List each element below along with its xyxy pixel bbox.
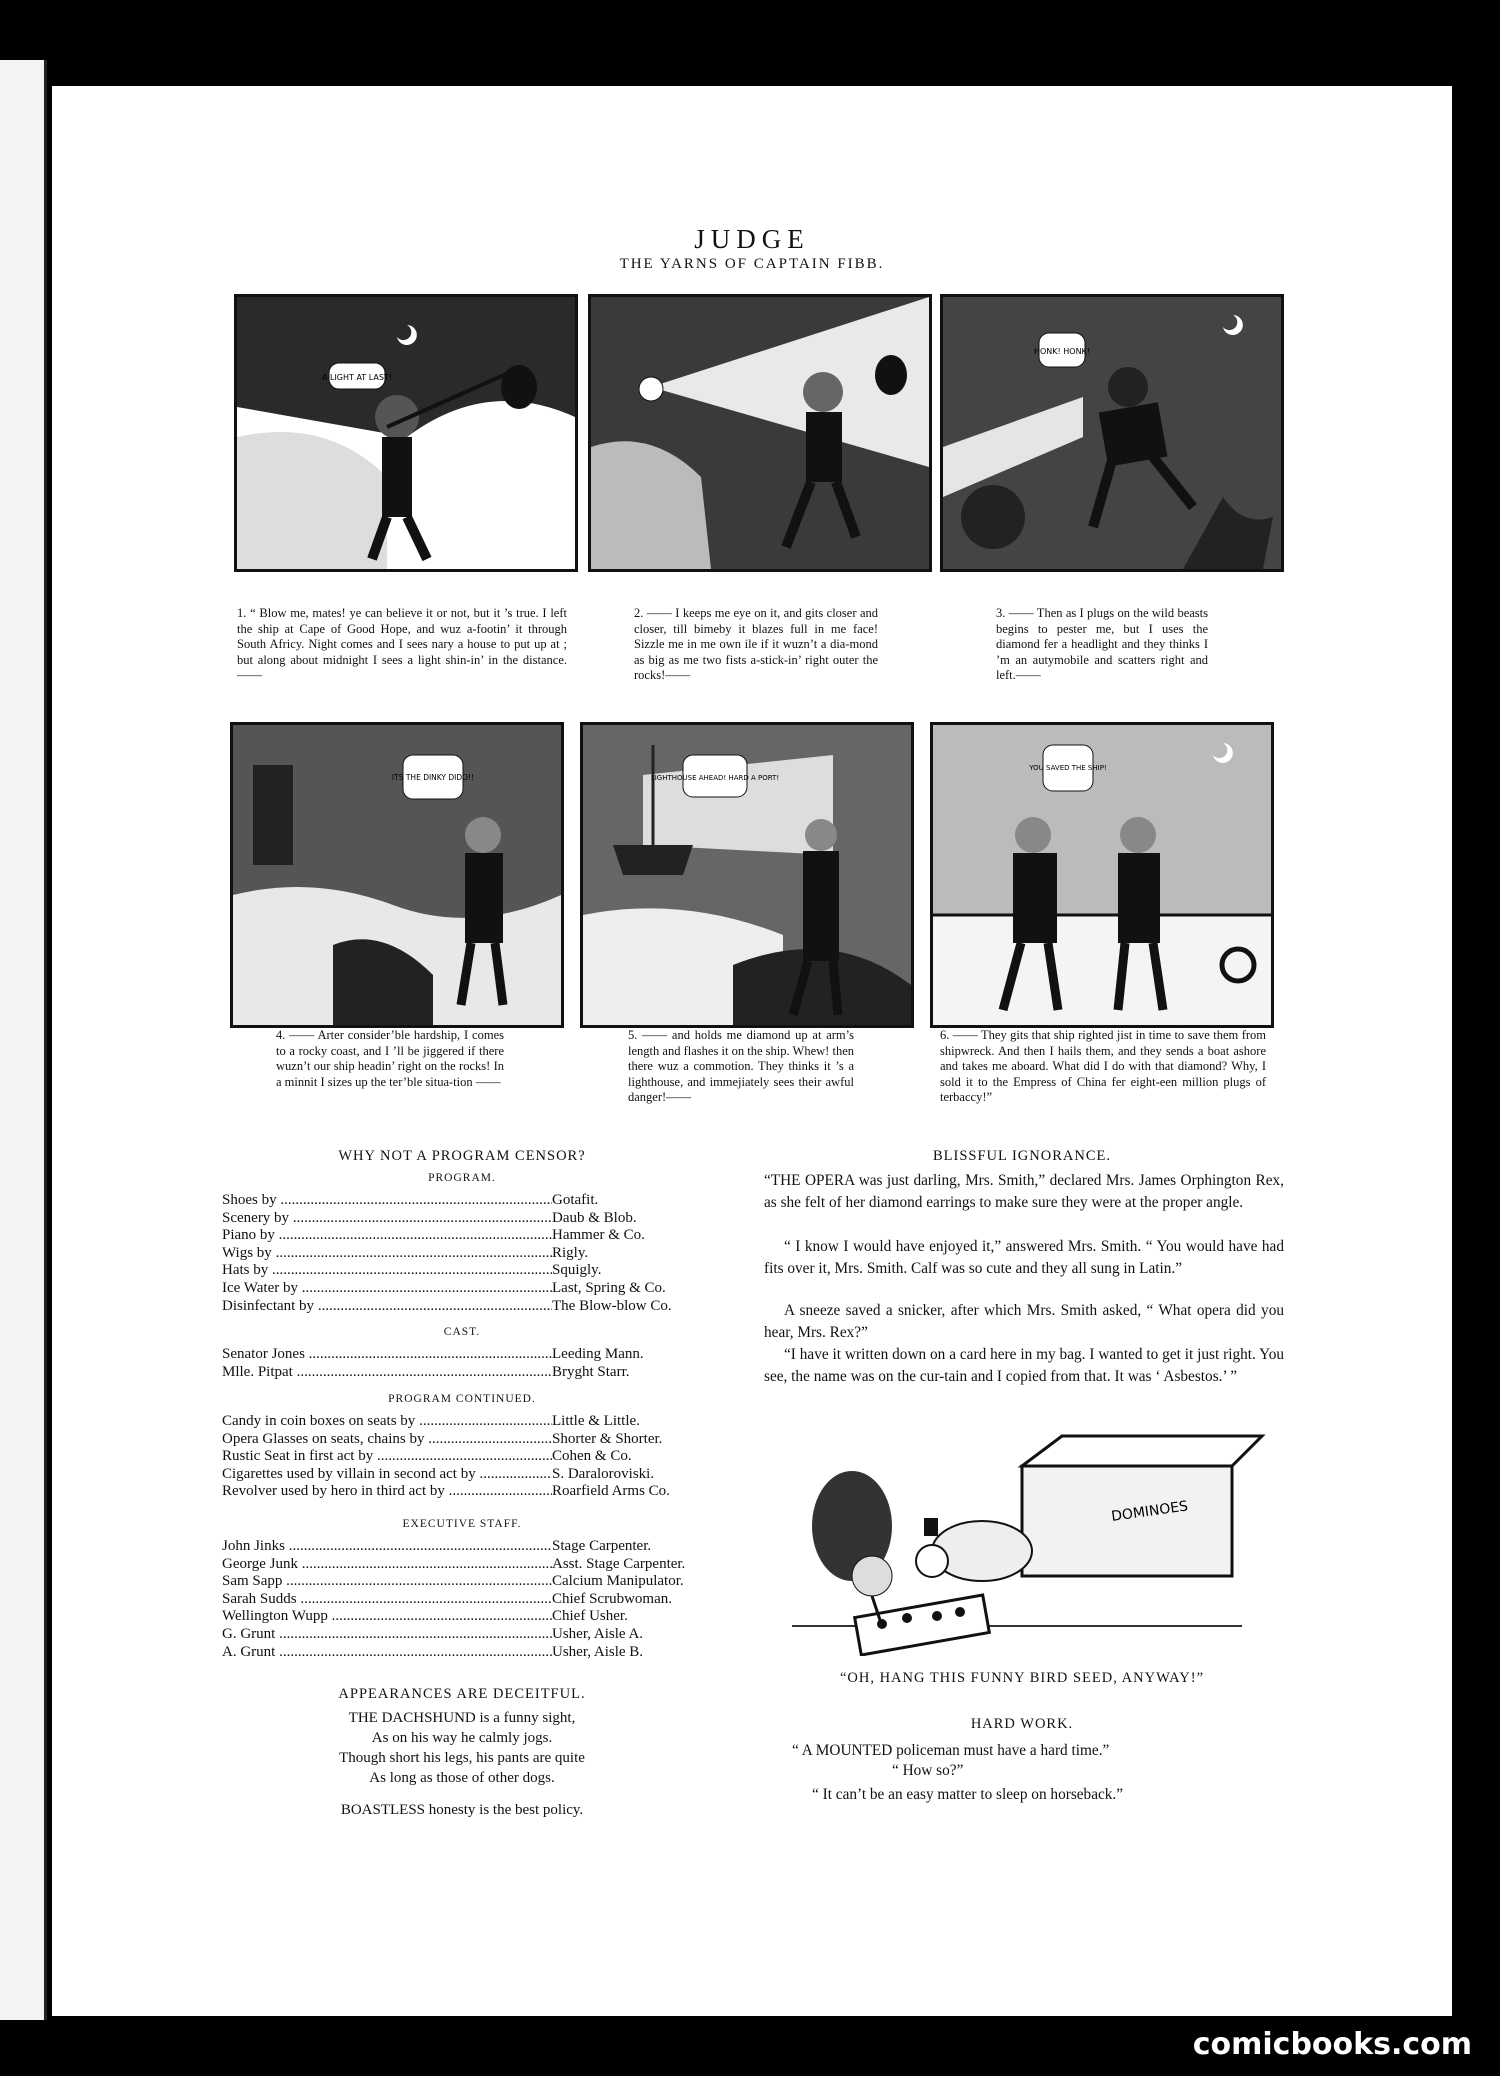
program-row: [222, 1573, 684, 1591]
page-subtitle: THE YARNS OF CAPTAIN FIBB.: [619, 256, 885, 272]
program-row-item: Revolver used by hero in third act by .....: [222, 1483, 552, 1501]
program-row-value: Last, Spring & Co.: [552, 1280, 666, 1296]
appearances-line-1: [222, 1710, 702, 1727]
program-row-item: Disinfectant by .....: [222, 1298, 552, 1316]
panel-2-caption: 2. —— I keeps me eye on it, and gits closer and closer, till bimeby it blazes full in me face! Sizzle me in me own ile if it wuzn’t a dia-mond as big as me two fists a-stick-in’ right outer the rocks!——: [634, 606, 878, 682]
hard-work-line-3: “ It can’t be an easy matter to sleep on horseback.”: [812, 1786, 1124, 1803]
program-row-value: Roarfield Arms Co.: [552, 1483, 670, 1500]
program-row-item: Rustic Seat in first act by .....: [222, 1448, 552, 1466]
program-row: [222, 1245, 588, 1263]
blissful-paragraph-2: “ I know I would have enjoyed it,” answered Mrs. Smith. “ You would have had fits over it, Mrs. Smith. Calf was so cute and they all sung in Latin.”: [764, 1238, 1284, 1277]
program-row-item: Opera Glasses on seats, chains by .....: [222, 1431, 552, 1449]
panel-6-caption: 6. —— They gits that ship righted jist in time to save them from shipwreck. And then I hails them, and they sends a boat ashore and takes me aboard. What did I do with that diamond? Why, I sold it to the Empress of China fer eight-een million plugs of terbaccy!”: [940, 1028, 1266, 1104]
program-row-item: George Junk .....: [222, 1556, 552, 1574]
boastless-line: BOASTLESS honesty is the best policy.: [340, 1802, 584, 1818]
hard-work-line-1: “ A MOUNTED policeman must have a hard time.”: [792, 1742, 1110, 1759]
program-row-item: Shoes by .....: [222, 1192, 552, 1210]
program-row: [222, 1626, 643, 1644]
program-row-item: Candy in coin boxes on seats by .....: [222, 1413, 552, 1431]
program-row-value: Asst. Stage Carpenter.: [552, 1555, 686, 1572]
appearances-title: APPEARANCES ARE DECEITFUL.: [338, 1686, 586, 1702]
comic-panel-6: [930, 722, 1274, 1028]
panel-6-bubble: YOU SAVED THE SHIP!: [1029, 764, 1107, 772]
program-row: [222, 1556, 685, 1574]
panel-4-bubble: ITS THE DINKY DIDO!!: [391, 773, 475, 782]
comic-panel-1: [234, 294, 578, 572]
program-row: [222, 1538, 651, 1556]
program-row: [222, 1210, 637, 1228]
censor-title: WHY NOT A PROGRAM CENSOR?: [338, 1148, 586, 1164]
program-row-item: Mlle. Pitpat .....: [222, 1364, 552, 1382]
bird-cartoon: [762, 1426, 1282, 1656]
program-row: [222, 1262, 601, 1280]
panel-4-drawing: [233, 725, 561, 1025]
program-row: [222, 1431, 662, 1449]
appearances-line-3: Though short his legs, his pants are quite: [339, 1750, 585, 1766]
program-row-value: Stage Carpenter.: [552, 1538, 652, 1554]
program-row: [222, 1192, 598, 1210]
program-row: [222, 1466, 654, 1484]
panel-3-drawing: [943, 297, 1281, 569]
program-row: [222, 1298, 672, 1316]
program-row-item: Sam Sapp .....: [222, 1573, 552, 1591]
program-continued-heading: PROGRAM CONTINUED.: [388, 1393, 536, 1405]
program-row-value: The Blow-blow Co.: [552, 1297, 672, 1314]
program-row: [222, 1227, 645, 1245]
bird-cartoon-caption: “OH, HANG THIS FUNNY BIRD SEED, ANYWAY!”: [839, 1670, 1205, 1686]
program-row-value: Leeding Mann.: [552, 1346, 644, 1362]
comic-panel-2: [588, 294, 932, 572]
program-row-item: Scenery by .....: [222, 1210, 552, 1228]
hard-work-line-2: “ How so?”: [892, 1762, 964, 1779]
program-row-value: Calcium Manipulator.: [552, 1573, 684, 1590]
program-row: [222, 1483, 670, 1501]
program-row-value: Hammer & Co.: [552, 1227, 645, 1244]
program-row-item: A. Grunt .....: [222, 1644, 552, 1662]
program-row-item: G. Grunt .....: [222, 1626, 552, 1644]
page-title: JUDGE: [694, 224, 810, 254]
comic-panel-5: [580, 722, 914, 1028]
program-row-value: Chief Scrubwoman.: [552, 1590, 672, 1607]
blissful-paragraph-3: A sneeze saved a snicker, after which Mrs. Smith asked, “ What opera did you hear, Mrs. Rex?”: [764, 1302, 1284, 1341]
program-row-item: Sarah Sudds .....: [222, 1591, 552, 1609]
program-row: [222, 1608, 628, 1626]
program-row-value: Bryght Starr.: [552, 1363, 630, 1380]
panel-4-caption: 4. —— Arter consider’ble hardship, I comes to a rocky coast, and I ’ll be jiggered if there wuzn’t our ship headin’ right on the rocks! In a minnit I sizes up the ter’ble situa-tion ——: [276, 1028, 504, 1089]
program-row: [222, 1346, 644, 1364]
program-row-value: S. Daraloroviski.: [552, 1465, 655, 1482]
executive-staff-heading: EXECUTIVE STAFF.: [402, 1518, 522, 1530]
panel-5-drawing: [583, 725, 911, 1025]
program-row-value: Usher, Aisle A.: [552, 1626, 644, 1642]
panel-1-bubble: A LIGHT AT LAST!: [321, 373, 393, 382]
blissful-paragraph-1: “THE OPERA was just darling, Mrs. Smith,” declared Mrs. James Orphington Rex, as she felt of her diamond earrings to make sure they were at the proper angle.: [764, 1172, 1284, 1211]
left-page-edge: [0, 60, 47, 2020]
blissful-title: BLISSFUL IGNORANCE.: [933, 1148, 1111, 1164]
magazine-page: [52, 86, 1452, 2016]
program-row: [222, 1644, 643, 1662]
site-watermark: comicbooks.com: [1192, 2027, 1472, 2062]
program-row-item: Piano by .....: [222, 1227, 552, 1245]
program-row-value: Gotafit.: [552, 1192, 599, 1208]
hard-work-title: HARD WORK.: [970, 1716, 1074, 1732]
blissful-paragraph-4: “I have it written down on a card here in my bag. I wanted to get it just right. You see, the name was on the cur-tain and I copied from that. It was ‘ Asbestos.’ ”: [764, 1346, 1284, 1385]
program-row: [222, 1364, 630, 1382]
comic-panel-3: [940, 294, 1284, 572]
panel-3-caption: 3. —— Then as I plugs on the wild beasts begins to pester me, but I uses the diamond fer a headlight and they thinks I ’m an autymobile and scatters right and left.——: [996, 606, 1208, 682]
program-row-value: Shorter & Shorter.: [552, 1430, 663, 1447]
program-row-value: Chief Usher.: [552, 1608, 628, 1625]
program-row-item: Wellington Wupp .....: [222, 1608, 552, 1626]
program-row-item: Wigs by .....: [222, 1245, 552, 1263]
dominoes-box-label: DOMINOES: [1110, 1498, 1190, 1525]
program-row-value: Squigly.: [552, 1262, 602, 1279]
comic-panel-4: [230, 722, 564, 1028]
program-row-item: John Jinks .....: [222, 1538, 552, 1556]
panel-1-caption: 1. “ Blow me, mates! ye can believe it or not, but it ’s true. I left the ship at Cape of Good Hope, and wuz a-footin’ it through South Africy. Night comes and I sees nary a house to put up at ; but along about midnight I sees a light shin-in’ in the distance.——: [237, 606, 567, 682]
bird-cartoon-drawing: [762, 1426, 1282, 1656]
program-row: [222, 1448, 632, 1466]
panel-5-caption: 5. —— and holds me diamond up at arm’s length and flashes it on the ship. Whew! then there wuz a commotion. They thinks it ’s a lighthouse, and immejiately sees their awful danger!——: [628, 1028, 854, 1104]
program-row-value: Cohen & Co.: [552, 1448, 632, 1465]
panel-2-drawing: [591, 297, 929, 569]
cast-heading: CAST.: [443, 1326, 481, 1338]
appearances-line-1-text: THE DACHSHUND is a funny sight,: [348, 1710, 576, 1726]
panel-1-drawing: [237, 297, 575, 569]
program-row-item: Senator Jones .....: [222, 1346, 552, 1364]
panel-3-bubble: HONK! HONK!: [1033, 347, 1091, 356]
program-heading: PROGRAM.: [428, 1172, 496, 1184]
program-row-item: Cigarettes used by villain in second act by .....: [222, 1466, 552, 1484]
program-row-value: Little & Little.: [552, 1413, 640, 1429]
program-row-value: Rigly.: [552, 1244, 589, 1261]
program-row: [222, 1413, 640, 1431]
program-row-item: Hats by .....: [222, 1262, 552, 1280]
panel-5-bubble: LIGHTHOUSE AHEAD! HARD A PORT!: [650, 774, 780, 782]
program-row: [222, 1591, 672, 1609]
appearances-line-4: As long as those of other dogs.: [369, 1770, 555, 1786]
program-row-value: Daub & Blob.: [552, 1209, 637, 1226]
program-row-item: Ice Water by .....: [222, 1280, 552, 1298]
appearances-line-2: As on his way he calmly jogs.: [371, 1730, 553, 1746]
panel-6-drawing: [933, 725, 1271, 1025]
program-row: [222, 1280, 666, 1298]
program-row-value: Usher, Aisle B.: [552, 1643, 644, 1660]
